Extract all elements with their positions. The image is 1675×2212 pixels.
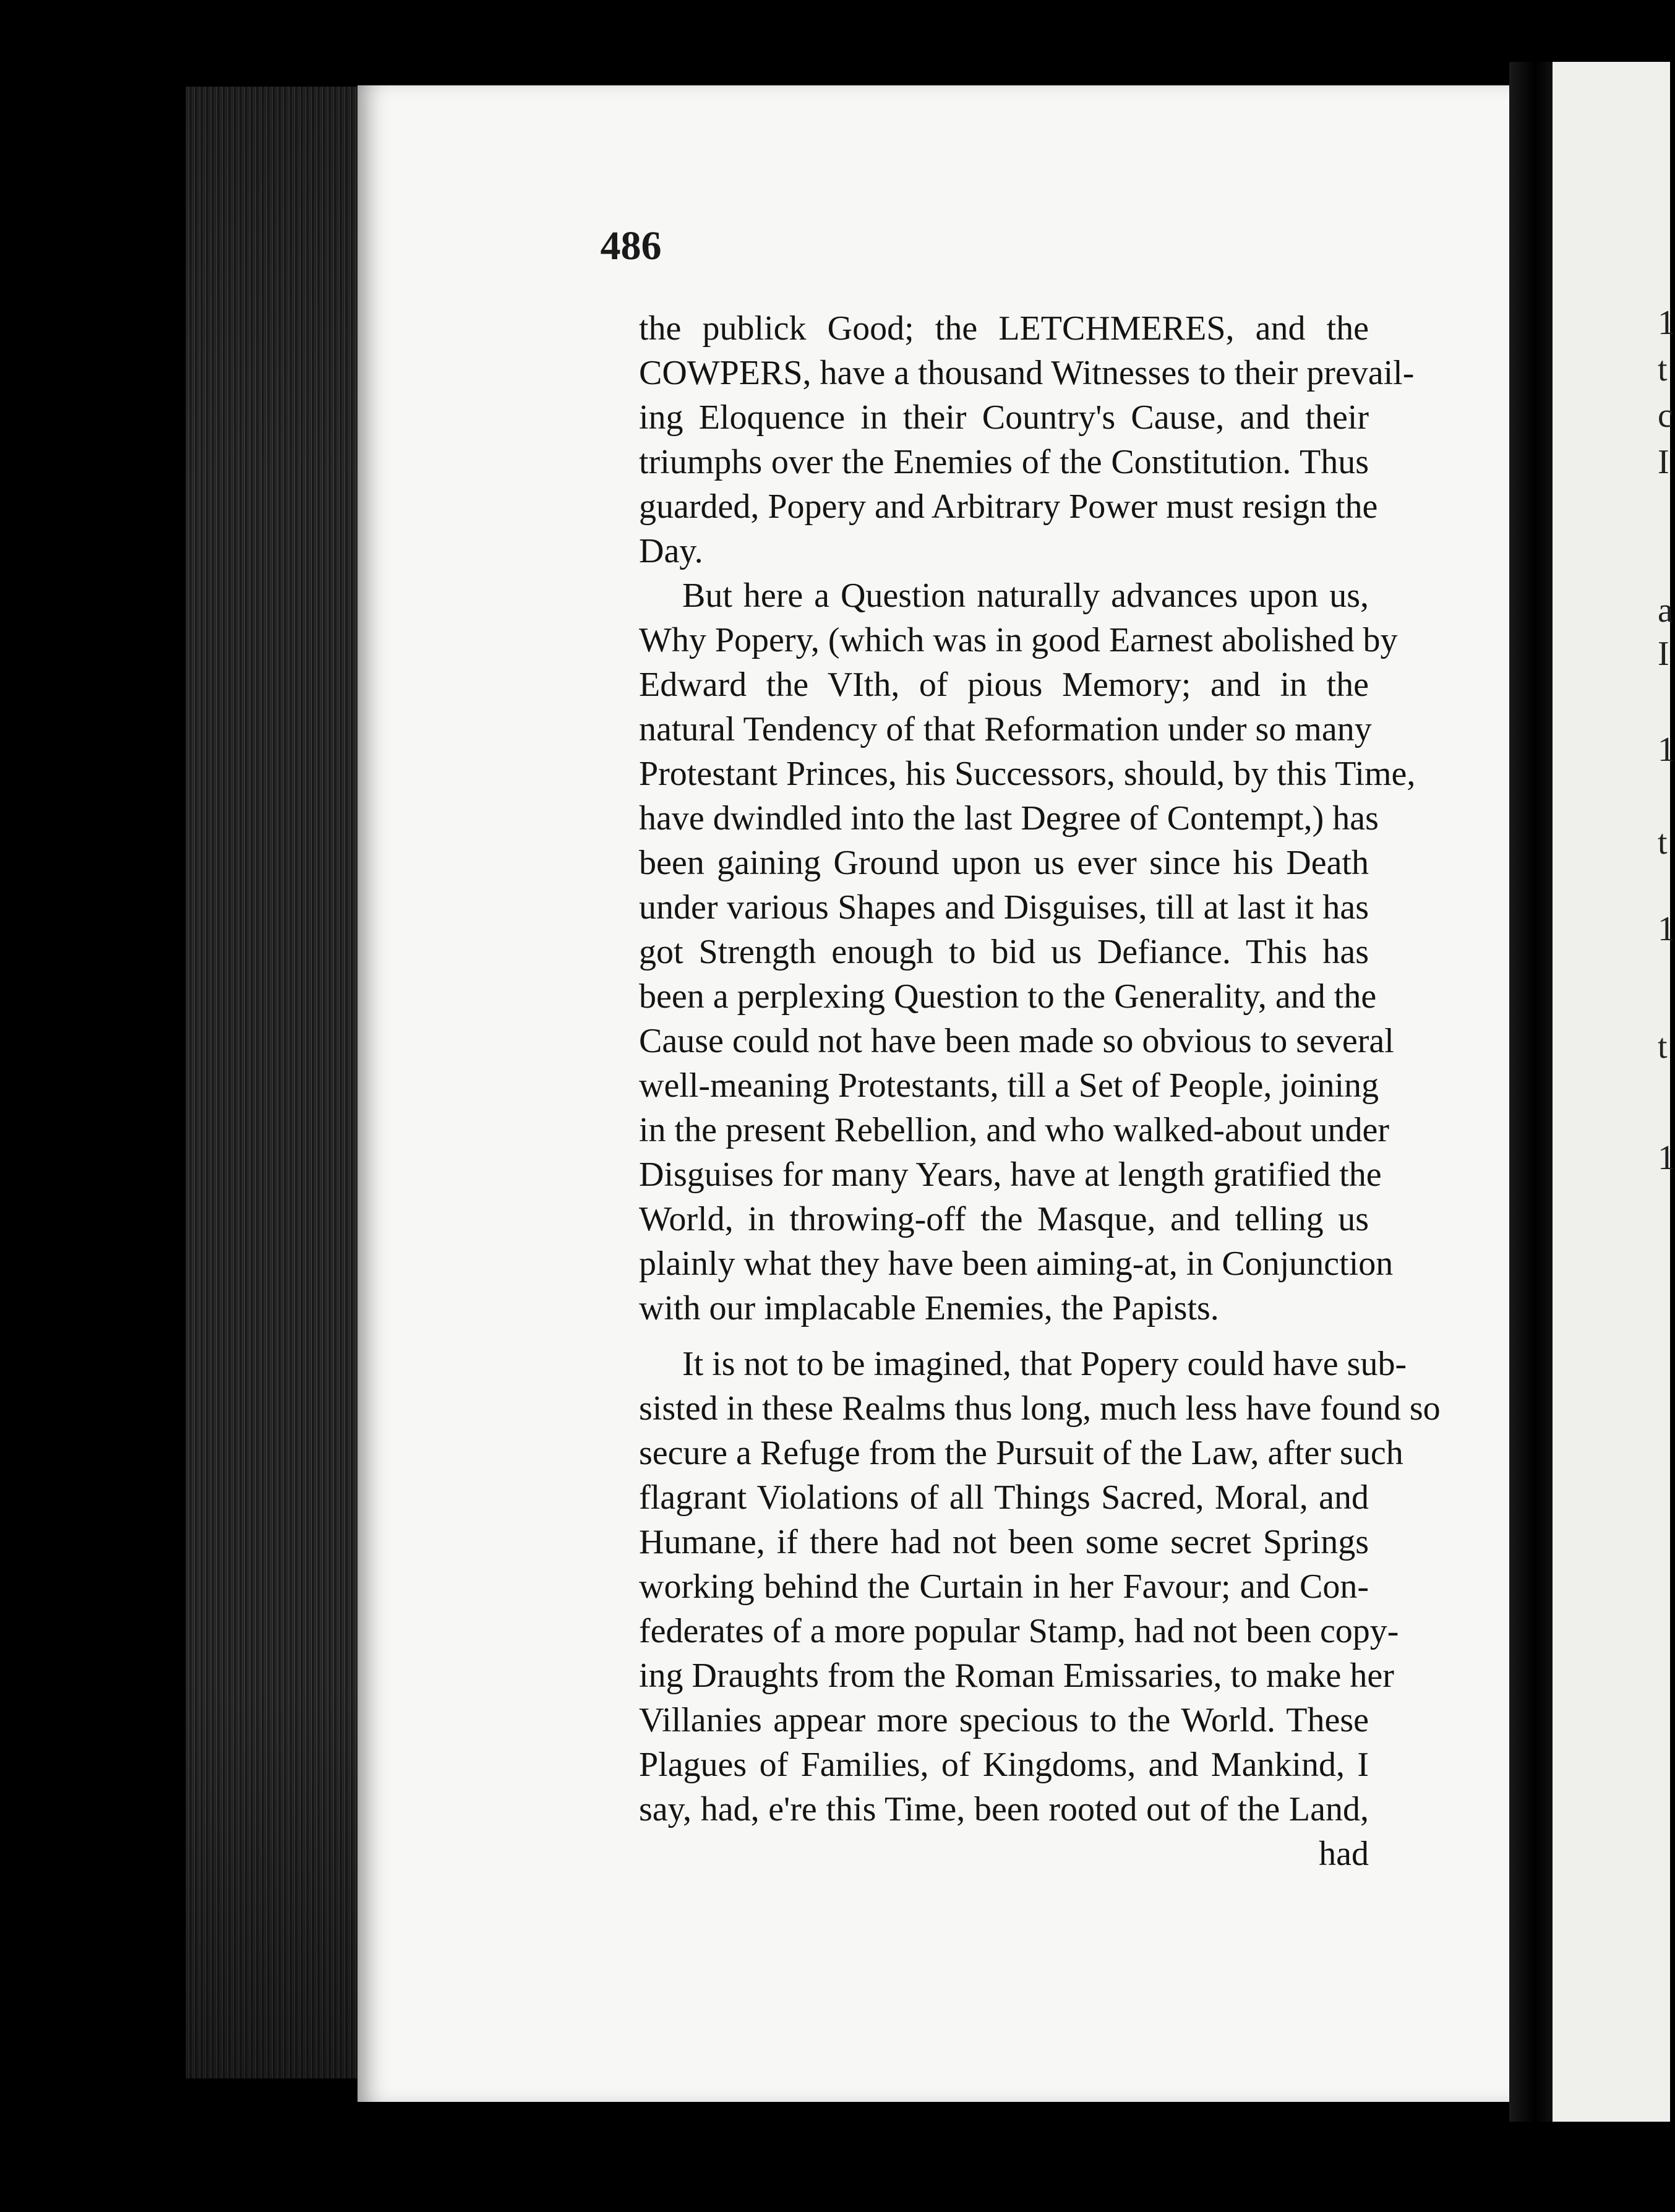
text-line: Protestant Princes, his Successors, should, by this Time, [639, 755, 1416, 793]
text-line: ing Eloquence in their Country's Cause, and their [639, 398, 1369, 437]
text-line: with our implacable Enemies, the Papists. [639, 1289, 1219, 1327]
text-line: working behind the Curtain in her Favour; and Con- [639, 1567, 1369, 1606]
facing-page-fragment: t [1658, 1027, 1668, 1066]
paragraph-gap [280, 1331, 1431, 1342]
facing-page-fragment: 1 [1658, 731, 1675, 769]
text-line: been gaining Ground upon us ever since his Death [639, 844, 1369, 882]
text-line: federates of a more popular Stamp, had not been copy- [639, 1612, 1399, 1650]
facing-page-fragment: c [1658, 397, 1673, 435]
text-line: World, in throwing-off the Masque, and telling us [639, 1200, 1369, 1238]
text-line: the publick Good; the LETCHMERES, and the [639, 309, 1369, 348]
text-line: plainly what they have been aiming-at, in Conjunction [639, 1245, 1394, 1283]
text-line: triumphs over the Enemies of the Constitution. Thus [639, 443, 1369, 481]
text-line: It is not to be imagined, that Popery could have sub- [682, 1345, 1407, 1383]
text-line: well-meaning Protestants, till a Set of People, joining [639, 1066, 1379, 1105]
text-line: Edward the VIth, of pious Memory; and in the [639, 666, 1369, 704]
facing-page-fragment: I [1658, 443, 1669, 481]
text-line: Cause could not have been made so obvious to several [639, 1022, 1394, 1060]
facing-page-fragment: 1 [1658, 910, 1675, 948]
body-text [280, 306, 1441, 1876]
facing-page-sliver [1553, 62, 1675, 2122]
text-line: Villanies appear more specious to the World. These [639, 1701, 1369, 1739]
facing-page-fragment: I [1658, 635, 1669, 673]
text-line: COWPERS, have a thousand Witnesses to their prevail- [639, 354, 1415, 392]
text-line: sisted in these Realms thus long, much less have found so [639, 1389, 1441, 1428]
text-line: guarded, Popery and Arbitrary Power must resign the [639, 487, 1378, 526]
text-line: got Strength enough to bid us Defiance. This has [639, 933, 1369, 971]
text-line: secure a Refuge from the Pursuit of the Law, after such [639, 1434, 1403, 1472]
page-gutter [1509, 62, 1553, 2122]
text-line: have dwindled into the last Degree of Contempt,) has [639, 799, 1379, 838]
text-line: been a perplexing Question to the Generality, and the [639, 977, 1377, 1016]
facing-page-fragment: 1 [1658, 304, 1675, 342]
text-line: flagrant Violations of all Things Sacred, Moral, and [639, 1478, 1369, 1517]
facing-page-fragment: t [1658, 350, 1668, 388]
text-line: Why Popery, (which was in good Earnest abolished by [639, 621, 1398, 659]
facing-page-fragment: a [1658, 591, 1673, 630]
text-line: Day. [639, 532, 703, 570]
text-line: Humane, if there had not been some secret Springs [639, 1523, 1369, 1561]
text-line: But here a Question naturally advances upon us, [682, 577, 1369, 615]
page-number: 486 [600, 223, 662, 268]
text-line: natural Tendency of that Reformation under so many [639, 710, 1372, 748]
facing-page-fragment: 1 [1658, 1139, 1675, 1177]
text-line: in the present Rebellion, and who walked-about under [639, 1111, 1389, 1149]
facing-page-fragment: t [1658, 823, 1668, 862]
catchword: had [1319, 1835, 1369, 1873]
text-line: Plagues of Families, of Kingdoms, and Mankind, I [639, 1746, 1369, 1784]
text-line: say, had, e're this Time, been rooted out of the Land, [639, 1790, 1369, 1828]
text-line: Disguises for many Years, have at length gratified the [639, 1155, 1382, 1194]
text-line: ing Draughts from the Roman Emissaries, to make her [639, 1657, 1394, 1695]
text-line: under various Shapes and Disguises, till at last it has [639, 888, 1369, 927]
